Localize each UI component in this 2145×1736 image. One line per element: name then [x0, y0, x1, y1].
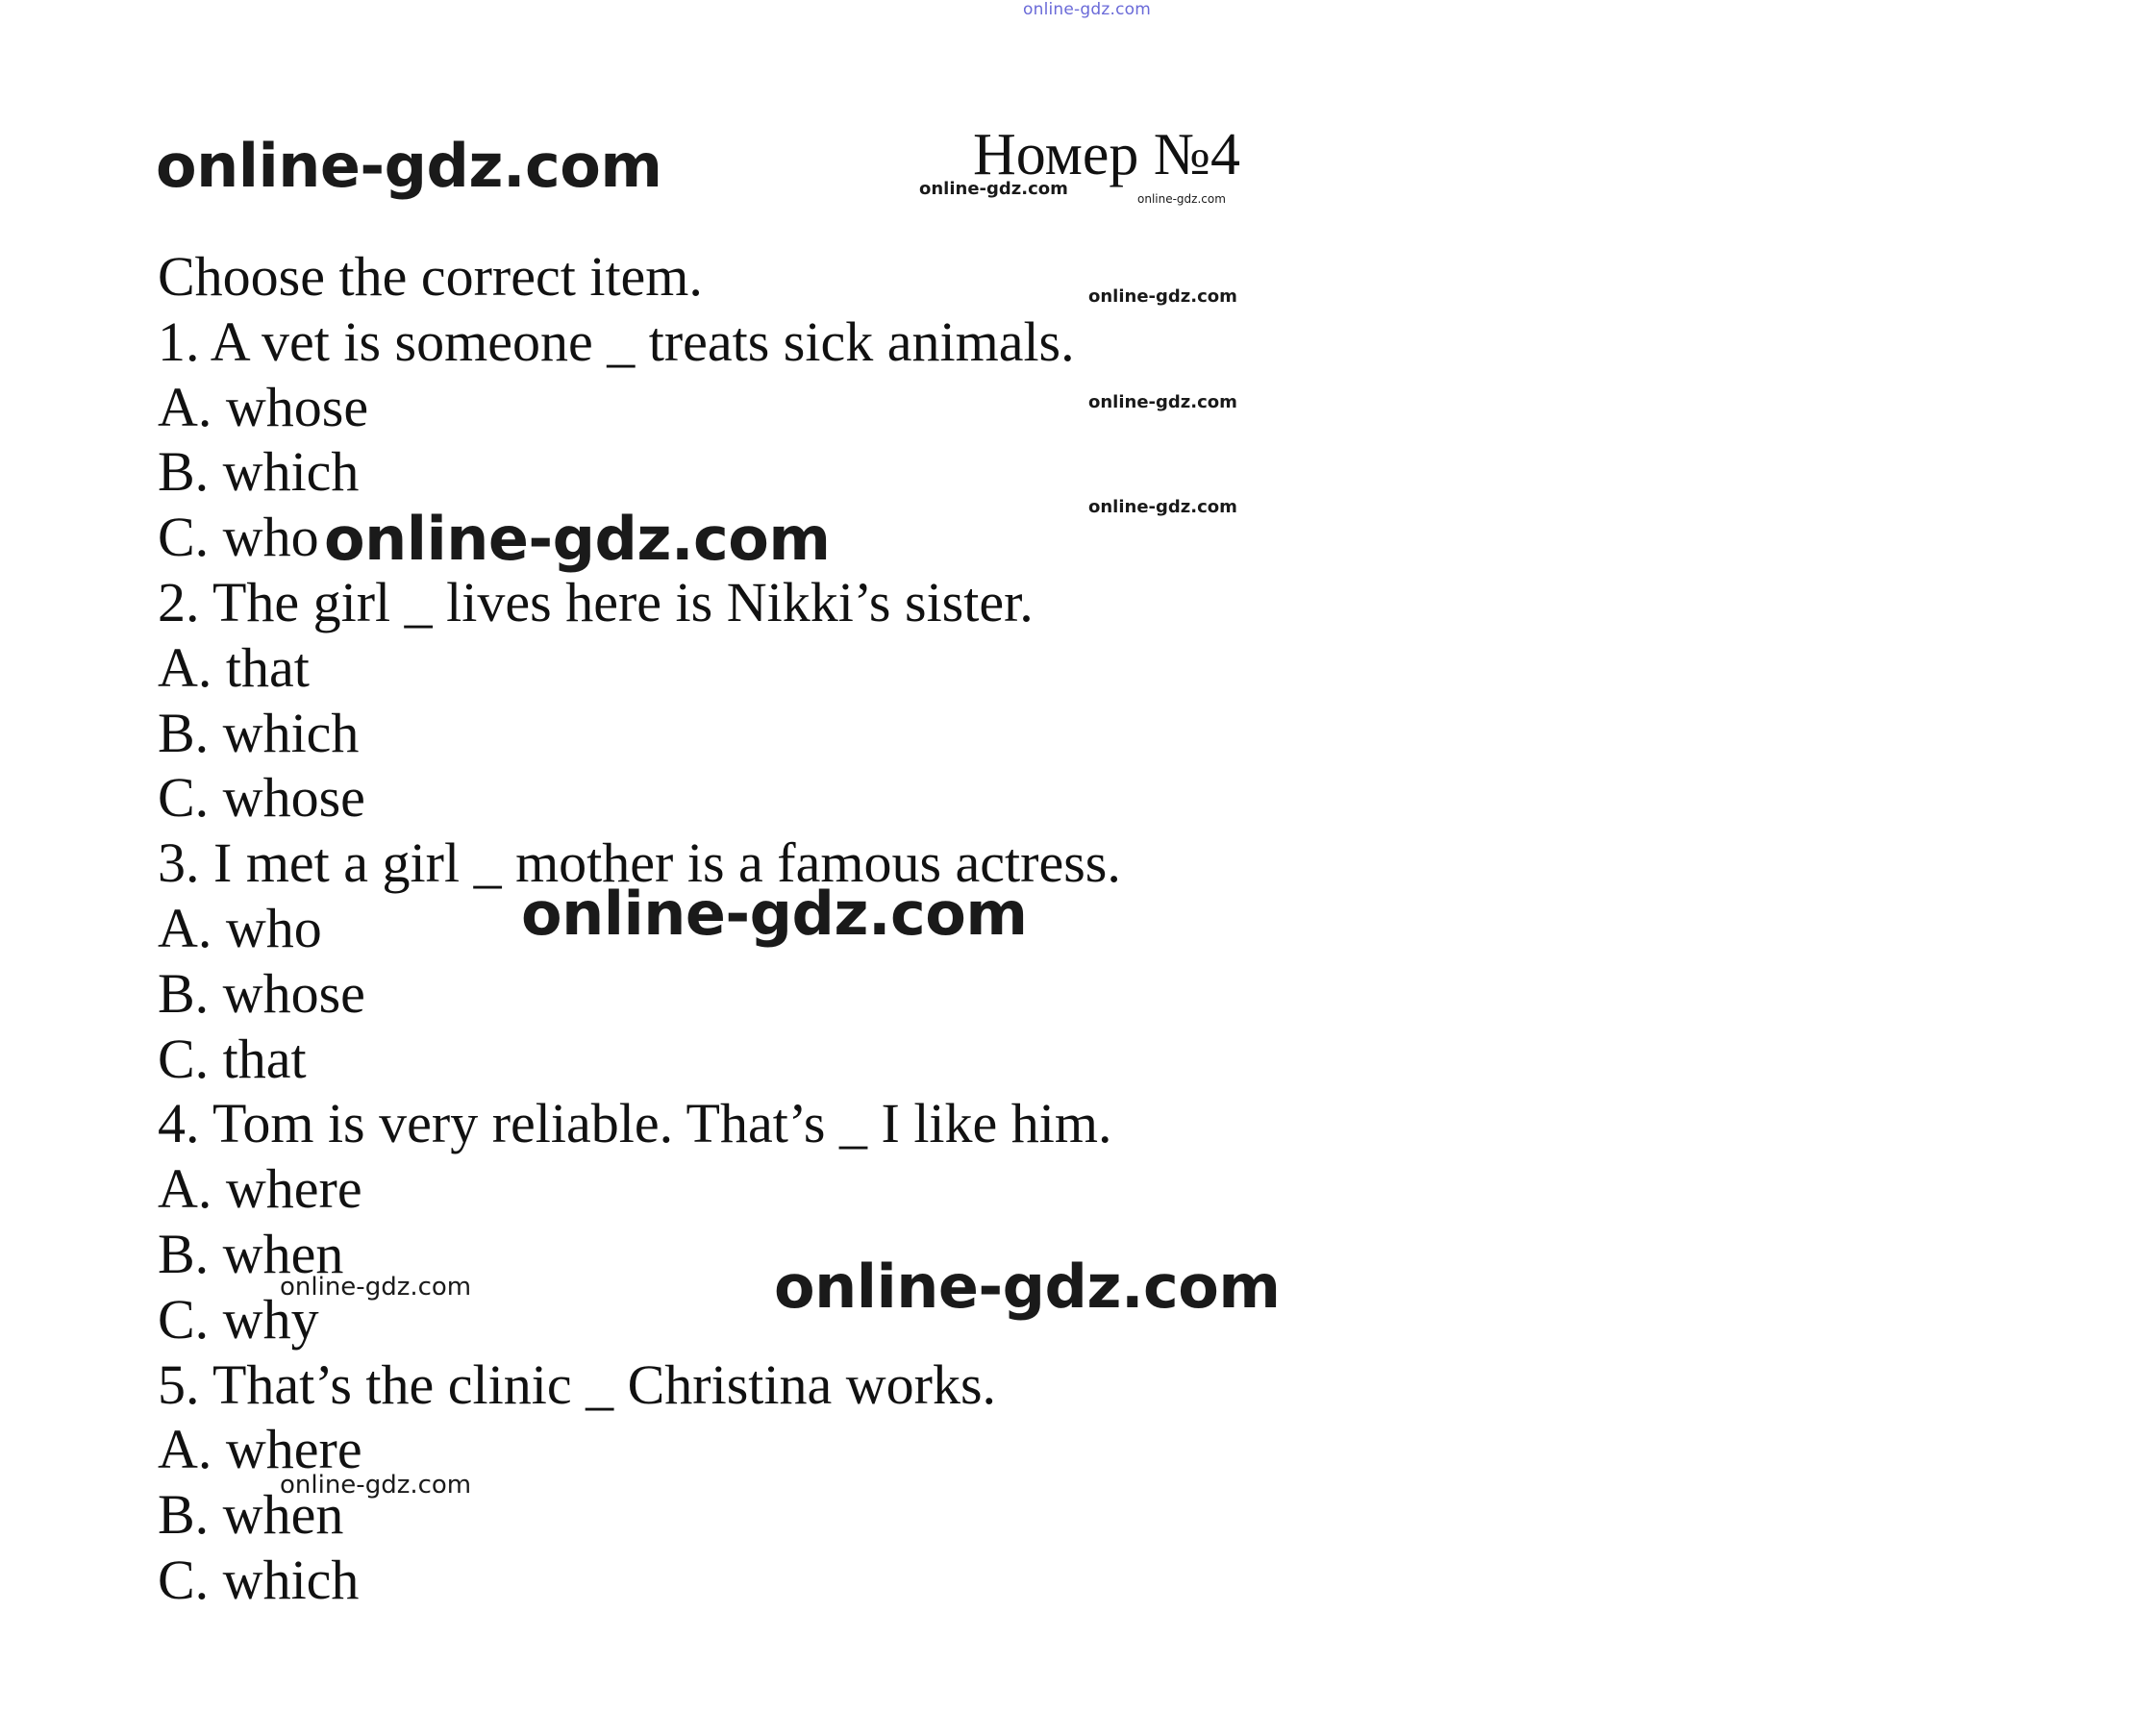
question-prompt: 2. The girl _ lives here is Nikki’s sister. [158, 570, 1034, 633]
watermark-overlay: online-gdz.com [774, 1252, 1281, 1322]
answer-option: A. where [158, 1418, 362, 1481]
question-prompt: 4. Tom is very reliable. That’s _ I like him. [158, 1092, 1112, 1155]
answer-option: B. when [158, 1222, 344, 1285]
page-title: Номер №4 [973, 122, 1241, 187]
watermark-small: online-gdz.com [1088, 497, 1237, 517]
watermark-small: online-gdz.com [1088, 286, 1237, 307]
watermark-small: online-gdz.com [1088, 392, 1237, 412]
question-prompt: 3. I met a girl _ mother is a famous actress. [158, 831, 1121, 895]
watermark-small: online-gdz.com [919, 179, 1068, 199]
watermark-overlay-small: online-gdz.com [280, 1273, 472, 1302]
answer-option: C. which [158, 1548, 360, 1611]
answer-option: B. when [158, 1483, 344, 1547]
watermark-overlay: online-gdz.com [324, 504, 831, 574]
answer-option: C. why [158, 1287, 319, 1351]
answer-option: A. who [158, 896, 322, 959]
question-prompt: 1. A vet is someone _ treats sick animals. [158, 310, 1075, 373]
watermark-overlay-small: online-gdz.com [280, 1471, 472, 1500]
watermark-tiny: online-gdz.com [1137, 192, 1226, 206]
instruction: Choose the correct item. [158, 245, 703, 308]
answer-option: A. that [158, 635, 310, 699]
answer-option: B. whose [158, 961, 365, 1025]
question-prompt: 5. That’s the clinic _ Christina works. [158, 1352, 997, 1416]
answer-option: A. whose [158, 375, 369, 438]
answer-option: B. which [158, 701, 360, 764]
watermark-top: online-gdz.com [1023, 0, 1152, 19]
answer-option: C. who [158, 506, 319, 569]
watermark-header-logo: online-gdz.com [156, 131, 662, 201]
watermark-overlay: online-gdz.com [521, 879, 1028, 949]
answer-option: A. where [158, 1157, 362, 1221]
answer-option: B. which [158, 440, 360, 504]
answer-option: C. whose [158, 766, 365, 830]
answer-option: C. that [158, 1027, 307, 1090]
